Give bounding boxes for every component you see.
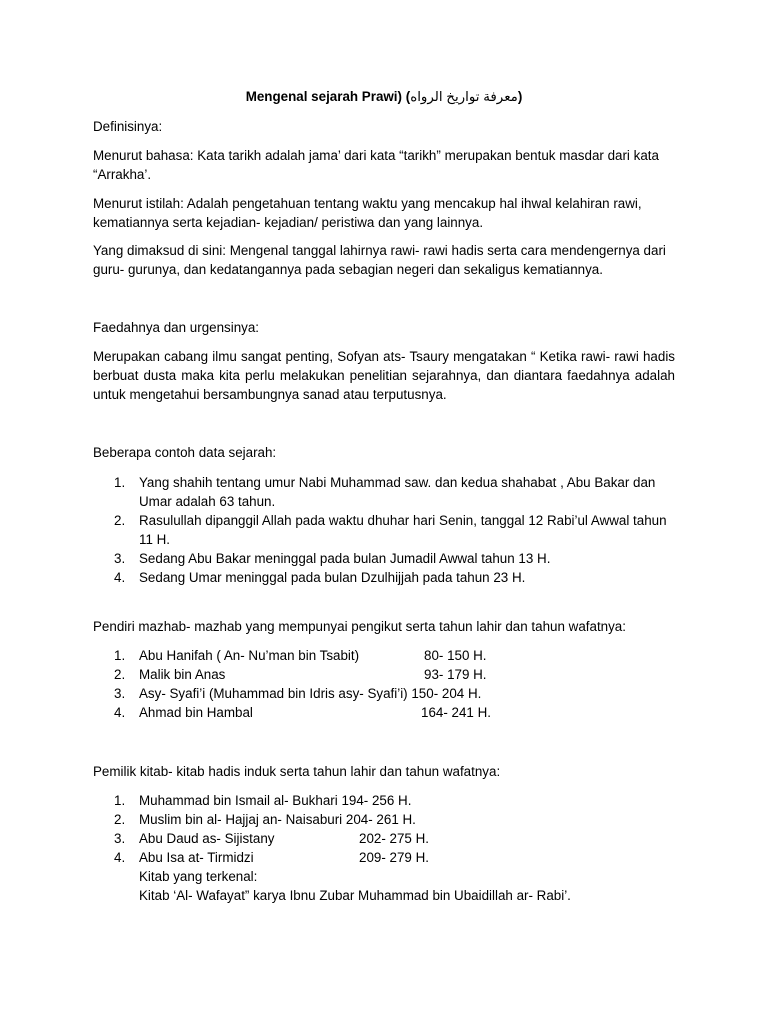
list-item: 3. Abu Daud as- Sijistany 202- 275 H. xyxy=(114,831,429,846)
kitab-list xyxy=(93,791,675,867)
imam-years: 164- 241 H. xyxy=(421,705,491,720)
list-item-text: Sedang Abu Bakar meninggal pada bulan Jumadil Awwal tahun 13 H. xyxy=(139,551,551,566)
author-years: 204- 261 H. xyxy=(345,812,416,827)
list-item: 3. Asy- Syafi’i (Muhammad bin Idris asy- Syafi’i) 150- 204 H. xyxy=(114,686,482,701)
contoh-heading: Beberapa contoh data sejarah: xyxy=(93,445,277,460)
imam-years: 93- 179 H. xyxy=(424,667,487,682)
list-item-text: Yang shahih tentang umur Nabi Muhammad saw. dan kedua shahabat , Abu Bakar dan Umar adalah 63 tahun. xyxy=(139,475,656,509)
author-name: Abu Daud as- Sijistany xyxy=(139,831,275,846)
author-years: 194- 256 H. xyxy=(341,793,412,808)
imam-name: Asy- Syafi’i (Muhammad bin Idris asy- Syafi’i) xyxy=(139,686,408,701)
list-item: 2. Muslim bin al- Hajjaj an- Naisaburi 204- 261 H. xyxy=(114,812,416,827)
bahasa-paragraph: Menurut bahasa: Kata tarikh adalah jama’ dari kata “tarikh” merupakan bentuk masdar dari kata “Arrakha’. xyxy=(93,148,659,182)
list-item: 1. Muhammad bin Ismail al- Bukhari 194- 256 H. xyxy=(114,793,412,808)
imam-name: Abu Hanifah ( An- Nu’man bin Tsabit) xyxy=(139,648,360,663)
list-item-text: Rasulullah dipanggil Allah pada waktu dhuhar hari Senin, tanggal 12 Rabi’ul Awwal tahun 11 H. xyxy=(139,513,667,547)
author-years: 209- 279 H. xyxy=(359,850,429,865)
list-item-text: Sedang Umar meninggal pada bulan Dzulhijjah pada tahun 23 H. xyxy=(139,570,526,585)
title-open-paren: ( xyxy=(405,89,411,104)
imam-years: 80- 150 H. xyxy=(424,648,487,663)
imam-name: Malik bin Anas xyxy=(139,667,226,682)
list-item: 1. Abu Hanifah ( An- Nu’man bin Tsabit) 80- 150 H. xyxy=(114,648,487,663)
mazhab-heading: Pendiri mazhab- mazhab yang mempunyai pengikut serta tahun lahir dan tahun wafatnya: xyxy=(93,619,626,634)
kitab-terkenal-text: Kitab ‘Al- Wafayat” karya Ibnu Zubar Muhammad bin Ubaidillah ar- Rabi’. xyxy=(139,888,571,903)
imam-name: Ahmad bin Hambal xyxy=(139,705,253,720)
kitab-terkenal-label: Kitab yang terkenal: xyxy=(139,869,258,884)
definisi-heading: Definisinya: xyxy=(93,119,163,134)
author-years: 202- 275 H. xyxy=(359,831,429,846)
author-name: Abu Isa at- Tirmidzi xyxy=(139,850,254,865)
list-item: 4. Sedang Umar meninggal pada bulan Dzulhijjah pada tahun 23 H. xyxy=(114,570,526,585)
list-item: 4. Abu Isa at- Tirmidzi 209- 279 H. xyxy=(114,850,429,865)
title-latin: Mengenal sejarah Prawi) xyxy=(245,89,402,104)
contoh-list xyxy=(93,473,675,587)
faedah-paragraph: Merupakan cabang ilmu sangat penting, Sofyan ats- Tsaury mengatakan “ Ketika rawi- rawi hadis berbuat dusta maka kita perlu melakukan penelitian sejarahnya, dan diantara faedahnya adalah untuk mengetahui bersambungnya sanad atau terputusnya. xyxy=(93,349,675,402)
page-title xyxy=(0,87,768,106)
imam-years: 150- 204 H. xyxy=(411,686,482,701)
author-name: Muslim bin al- Hajjaj an- Naisaburi xyxy=(139,812,343,827)
title-close-paren: ) xyxy=(517,89,523,104)
mazhab-list xyxy=(93,646,675,722)
list-item: 3. Sedang Abu Bakar meninggal pada bulan Jumadil Awwal tahun 13 H. xyxy=(114,551,551,566)
title-arabic: معرفة تواريخ الرواه xyxy=(410,89,518,104)
list-item: 4. Ahmad bin Hambal 164- 241 H. xyxy=(114,705,491,720)
kitab-heading: Pemilik kitab- kitab hadis induk serta tahun lahir dan tahun wafatnya: xyxy=(93,764,501,779)
istilah-paragraph: Menurut istilah: Adalah pengetahuan tentang waktu yang mencakup hal ihwal kelahiran rawi, kematiannya serta kejadian- kejadian/ peristiwa dan yang lainnya. xyxy=(93,196,642,230)
list-item: 2. Malik bin Anas 93- 179 H. xyxy=(114,667,487,682)
dimaksud-paragraph: Yang dimaksud di sini: Mengenal tanggal lahirnya rawi- rawi hadis serta cara mendengernya dari guru- gurunya, dan kedatangannya pada sebagian negeri dan sekaligus kematiannya. xyxy=(93,243,666,277)
list-item: 1. Yang shahih tentang umur Nabi Muhammad saw. dan kedua shahabat , Abu Bakar dan Umar adalah 63 tahun. xyxy=(114,475,656,509)
list-item: 2. Rasulullah dipanggil Allah pada waktu dhuhar hari Senin, tanggal 12 Rabi’ul Awwal tahun 11 H. xyxy=(114,513,667,547)
author-name: Muhammad bin Ismail al- Bukhari xyxy=(139,793,338,808)
faedah-heading: Faedahnya dan urgensinya: xyxy=(93,320,260,335)
